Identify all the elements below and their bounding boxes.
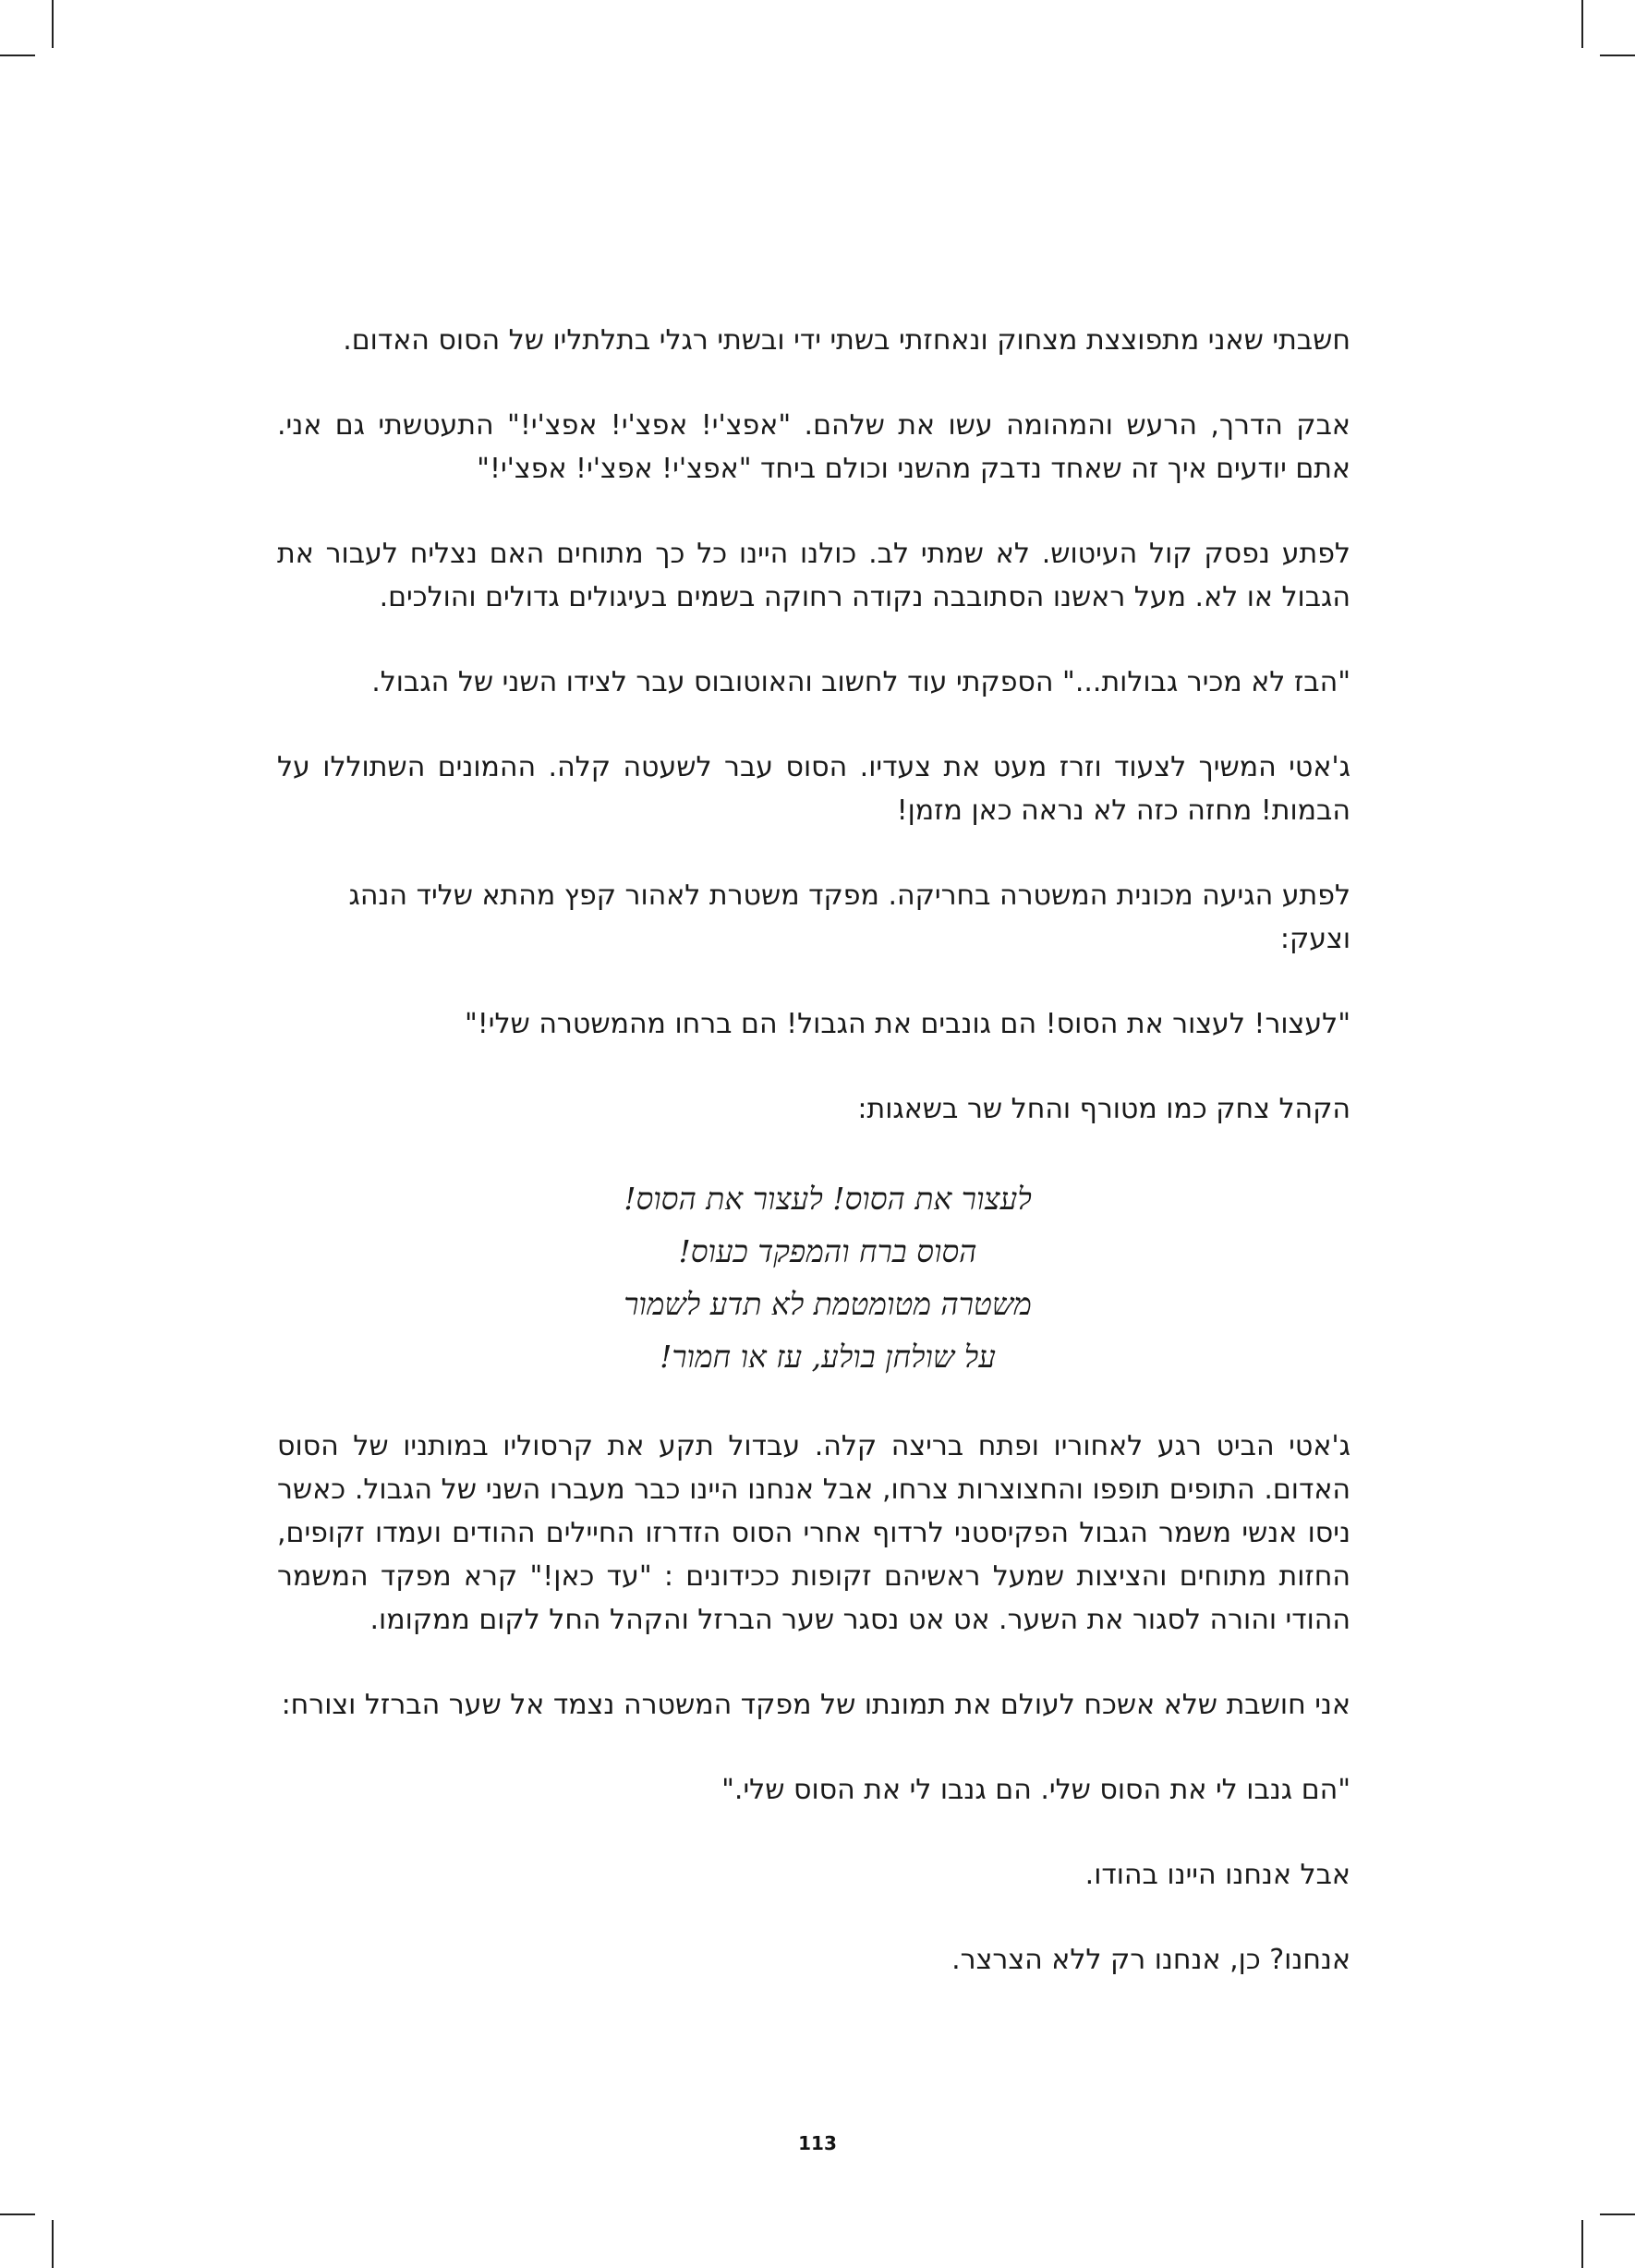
paragraph: לפתע נפסק קול העיטוש. לא שמתי לב. כולנו היינו כל כך מתוחים האם נצליח לעבור את הגבול או לא. מעל ראשנו הסתובבה נקודה רחוקה בשמים בעיגולים גדולים והולכים. (277, 538, 1350, 613)
poem-line: משטרה מטומטמת לא תדע לשמור (624, 1286, 1032, 1322)
crop-mark-top-right-horizontal (1600, 55, 1635, 56)
crop-mark-bottom-left-vertical (52, 2220, 54, 2268)
crop-mark-top-left-vertical (52, 0, 54, 48)
paragraph: אבק הדרך, הרעש והמהומה עשו את שלהם. "אפצ'י! אפצ'י! אפצ'י!" התעטשתי גם אני. אתם יודעים איך זה שאחד נדבק מהשני וכולם ביחד "אפצ'י! אפצ'י! אפצ'י!" (277, 409, 1350, 485)
paragraph: חשבתי שאני מתפוצצת מצחוק ונאחזתי בשתי ידי ובשתי רגלי בתלתליו של הסוס האדום. (343, 324, 1350, 357)
crop-mark-top-left-horizontal (0, 55, 35, 56)
paragraph: אבל אנחנו היינו בהודו. (1084, 1859, 1350, 1891)
paragraph: "לעצור! לעצור את הסוס! הם גונבים את הגבול! הם ברחו מהמשטרה שלי!" (464, 1008, 1350, 1040)
paragraph: אני חושבת שלא אשכח לעולם את תמונתו של מפקד המשטרה נצמד אל שער הברזל וצורח: (281, 1689, 1350, 1721)
paragraph: "הבז לא מכיר גבולות..." הספקתי עוד לחשוב והאוטובוס עבר לצידו השני של הגבול. (371, 666, 1350, 698)
paragraph: הקהל צחק כמו מטורף והחל שר בשאגות: (857, 1093, 1350, 1125)
crop-mark-bottom-right-vertical (1581, 2220, 1583, 2268)
poem-line: על שולחן בולע, עז או חמור! (660, 1339, 996, 1375)
poem-line: הסוס ברח והמפקד כעוס! (678, 1233, 977, 1269)
paragraph: "הם גנבו לי את הסוס שלי. הם גנבו לי את הסוס שלי." (721, 1774, 1350, 1806)
crop-mark-bottom-right-horizontal (1600, 2213, 1635, 2215)
page-body (277, 319, 1350, 2023)
paragraph: ג'אטי הביט רגע לאחוריו ופתח בריצה קלה. עבדול תקע את קרסוליו במותניו של הסוס האדום. התופים תופפו והחצוצרות צרחו, אבל אנחנו היינו כבר מעברו השני של הגבול. כאשר ניסו אנשי משמר הגבול הפקיסטני לרדוף אחרי הסוס הזדרזו החיילים ההודים ועמדו זקופים, החזות מתוחים והציצות שמעל ראשיהם זקופות ככידונים : "עד כאן!" קרא מפקד המשמר ההודי והורה לסגור את השער. אט אט נסגר שער הברזל והקהל החל לקום ממקומו. (277, 1430, 1350, 1636)
paragraph: ג'אטי המשיך לצעוד וזרז מעט את צעדיו. הסוס עבר לשעטה קלה. ההמונים השתוללו על הבמות! מחזה כזה לא נראה כאן מזמן! (277, 751, 1350, 827)
crop-mark-bottom-left-horizontal (0, 2213, 35, 2215)
poem-stanza (277, 1172, 1350, 1383)
paragraph: אנחנו? כן, אנחנו רק ללא הצרצר. (951, 1944, 1350, 1976)
page-number: 113 (798, 2132, 837, 2154)
paragraph: לפתע הגיעה מכונית המשטרה בחריקה. מפקד משטרת לאהור קפץ מהתא שליד הנהג וצעק: (348, 879, 1350, 955)
poem-line: לעצור את הסוס! לעצור את הסוס! (624, 1181, 1032, 1217)
crop-mark-top-right-vertical (1581, 0, 1583, 48)
